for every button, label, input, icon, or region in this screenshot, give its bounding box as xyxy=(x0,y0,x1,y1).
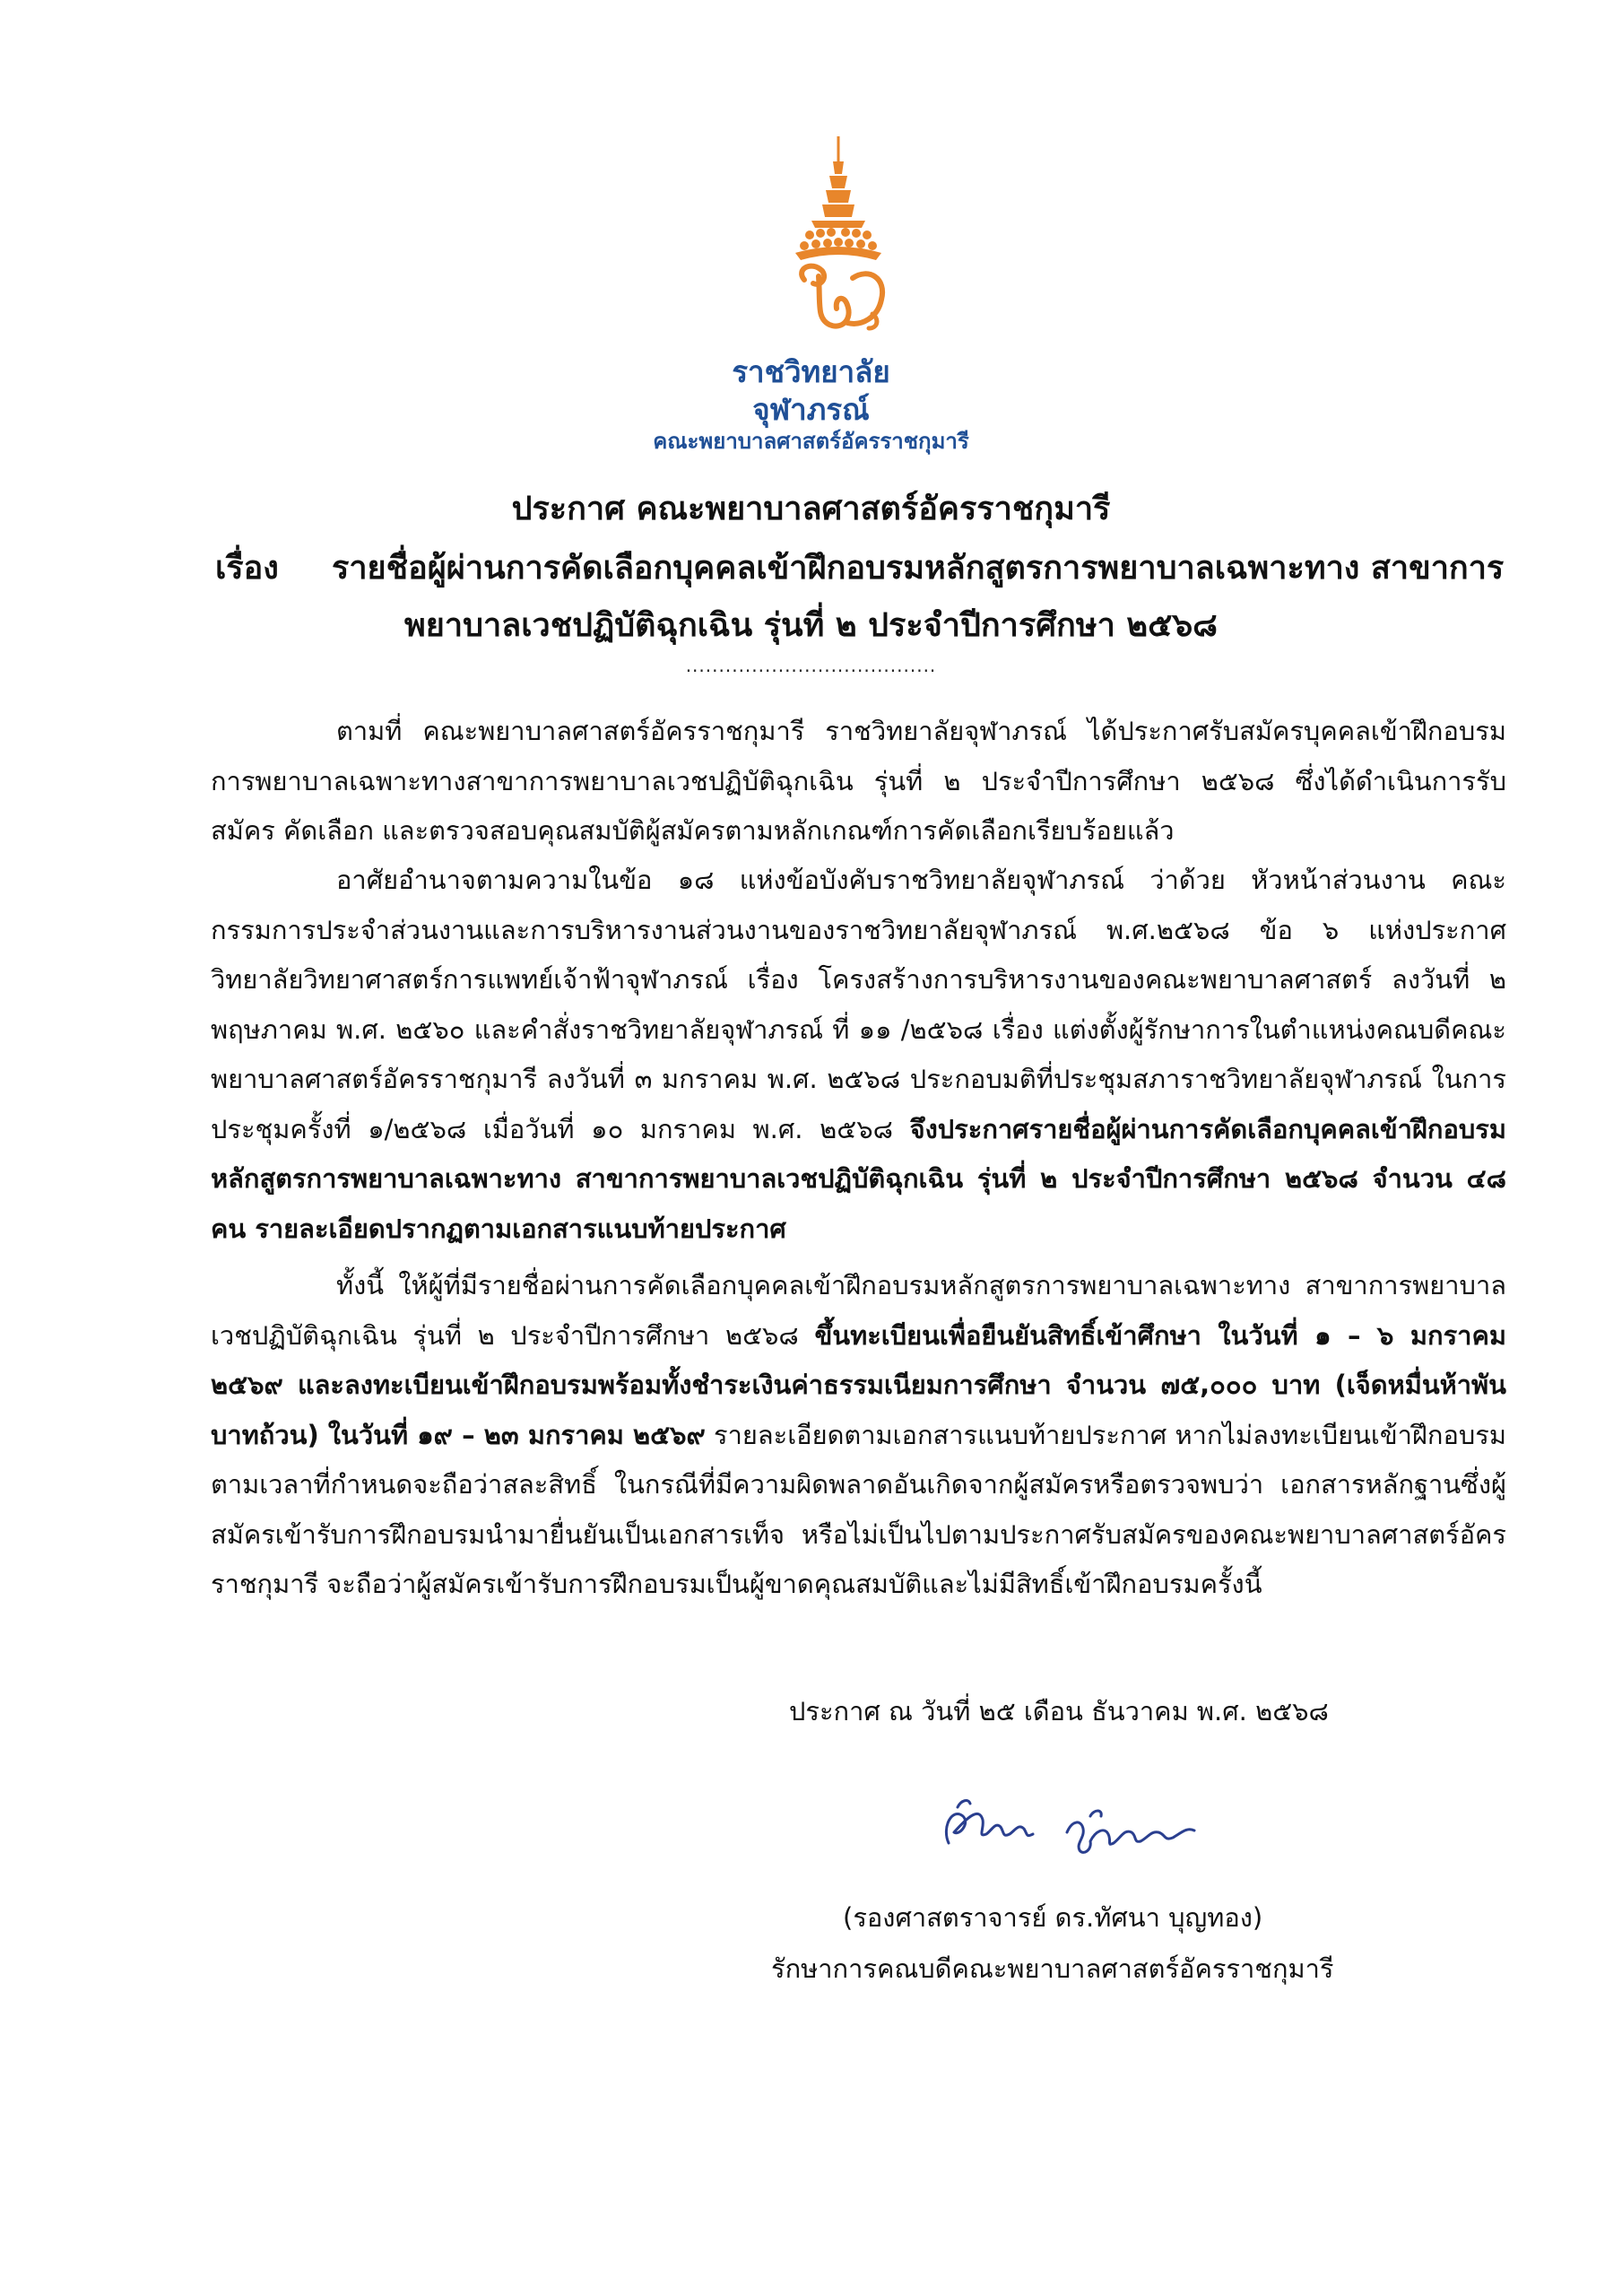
subject-label: เรื่อง xyxy=(215,550,279,587)
logo-text-line-1: ราชวิทยาลัย xyxy=(732,354,890,389)
handwritten-signature-image xyxy=(932,1780,1210,1861)
paragraph-1 xyxy=(211,707,1506,857)
announcement-title: ประกาศ คณะพยาบาลศาสตร์อัครราชกุมารี xyxy=(511,491,1111,527)
signer-name: (รองศาสตราจารย์ ดร.ทัศนา บุญทอง) xyxy=(843,1902,1263,1933)
paragraph-3-text-a: ทั้งนี้ ให้ผู้ที่มีรายชื่อผ่านการคัดเลือกบุคคลเข้าฝึกอบรมหลักสูตรการพยาบาลเฉพาะทาง สาขาการพยาบาลเวชปฏิบัติฉุกเฉิน รุ่นที่ ๒ ประจำปีการศึกษา ๒๕๖๘ xyxy=(211,1270,1506,1351)
institution-logo xyxy=(0,135,1622,457)
signer-title: รักษาการคณบดีคณะพยาบาลศาสตร์อัครราชกุมารี xyxy=(771,1953,1334,1984)
paragraph-3-text-c: รายละเอียดตามเอกสารแนบท้ายประกาศ หากไม่ลงทะเบียนเข้าฝึกอบรมตามเวลาที่กำหนดจะถือว่าสละสิทธิ์ ในกรณีที่มีความผิดพลาดอันเกิดจากผู้สมัครหรือตรวจพบว่า เอกสารหลักฐานซึ่งผู้สมัครเข้ารับการฝึกอบรมนำมายื่นยันเป็นเอกสารเท็จ หรือไม่เป็นไปตามประกาศรับสมัครของคณะพยาบาลศาสตร์อัครราชกุมารี จะถือว่าผู้สมัครเข้ารับการฝึกอบรมเป็นผู้ขาดคุณสมบัติและไม่มีสิทธิ์เข้าฝึกอบรมครั้งนี้ xyxy=(211,1419,1507,1599)
paragraph-3-bold-text: ขึ้นทะเบียนเพื่อยืนยันสิทธิ์เข้าศึกษา ในวันที่ ๑ – ๖ มกราคม ๒๕๖๙ และลงทะเบียนเข้าฝึกอบรมพร้อมทั้งชำระเงินค่าธรรมเนียมการศึกษา จำนวน ๗๕,๐๐๐ บาท (เจ็ดหมื่นห้าพันบาทถ้วน) ในวันที่ ๑๙ – ๒๓ มกราคม ๒๕๖๙ xyxy=(211,1319,1506,1450)
subject-line-2: พยาบาลเวชปฏิบัติฉุกเฉิน รุ่นที่ ๒ ประจำปีการศึกษา ๒๕๖๘ xyxy=(404,607,1218,644)
paragraph-2-text: อาศัยอำนาจตามความในข้อ ๑๘ แห่งข้อบังคับราชวิทยาลัยจุฬาภรณ์ ว่าด้วย หัวหน้าส่วนงาน คณะกรรมการประจำส่วนงานและการบริหารงานส่วนงานของราชวิทยาลัยจุฬาภรณ์ พ.ศ.๒๕๖๘ ข้อ ๖ แห่งประกาศวิทยาลัยวิทยาศาสตร์การแพทย์เจ้าฟ้าจุฬาภรณ์ เรื่อง โครงสร้างการบริหารงานของคณะพยาบาลศาสตร์ ลงวันที่ ๒ พฤษภาคม พ.ศ. ๒๕๖๐ และคำสั่งราชวิทยาลัยจุฬาภรณ์ ที่ ๑๑ /๒๕๖๘ เรื่อง แต่งตั้งผู้รักษาการในตำแหน่งคณบดีคณะพยาบาลศาสตร์อัครราชกุมารี ลงวันที่ ๓ มกราคม พ.ศ. ๒๕๖๘ ประกอบมติที่ประชุมสภาราชวิทยาลัยจุฬาภรณ์ ในการประชุมครั้งที่ ๑/๒๕๖๘ เมื่อวันที่ ๑๐ มกราคม พ.ศ. ๒๕๖๘ xyxy=(211,865,1506,1144)
logo-text-line-2: จุฬาภรณ์ xyxy=(752,392,870,427)
paragraph-2-bold-text: จึงประกาศรายชื่อผู้ผ่านการคัดเลือกบุคคลเข้าฝึกอบรมหลักสูตรการพยาบาลเฉพาะทาง สาขาการพยาบาลเวชปฏิบัติฉุกเฉิน รุ่นที่ ๒ ประจำปีการศึกษา ๒๕๖๘ จำนวน ๔๘ คน รายละเอียดปรากฏตามเอกสารแนบท้ายประกาศ xyxy=(211,1113,1506,1244)
logo-text-line-3: คณะพยาบาลศาสตร์อัครราชกุมารี xyxy=(653,429,969,454)
announcement-date: ประกาศ ณ วันที่ ๒๕ เดือน ธันวาคม พ.ศ. ๒๕๖๘ xyxy=(789,1696,1329,1726)
separator-dots: ...................................... xyxy=(685,655,937,676)
paragraph-3 xyxy=(211,1261,1506,1610)
paragraph-1-text: ตามที่ คณะพยาบาลศาสตร์อัครราชกุมารี ราชวิทยาลัยจุฬาภรณ์ ได้ประกาศรับสมัครบุคคลเข้าฝึกอบรมการพยาบาลเฉพาะทางสาขาการพยาบาลเวชปฏิบัติฉุกเฉิน รุ่นที่ ๒ ประจำปีการศึกษา ๒๕๖๘ ซึ่งได้ดำเนินการรับสมัคร คัดเลือก และตรวจสอบคุณสมบัติผู้สมัครตามหลักเกณฑ์การคัดเลือกเรียบร้อยแล้ว xyxy=(211,716,1506,846)
paragraph-2 xyxy=(211,856,1506,1254)
crown-emblem-icon xyxy=(776,135,901,354)
subject-line-1: รายชื่อผู้ผ่านการคัดเลือกบุคคลเข้าฝึกอบรมหลักสูตรการพยาบาลเฉพาะทาง สาขาการ xyxy=(332,550,1505,587)
